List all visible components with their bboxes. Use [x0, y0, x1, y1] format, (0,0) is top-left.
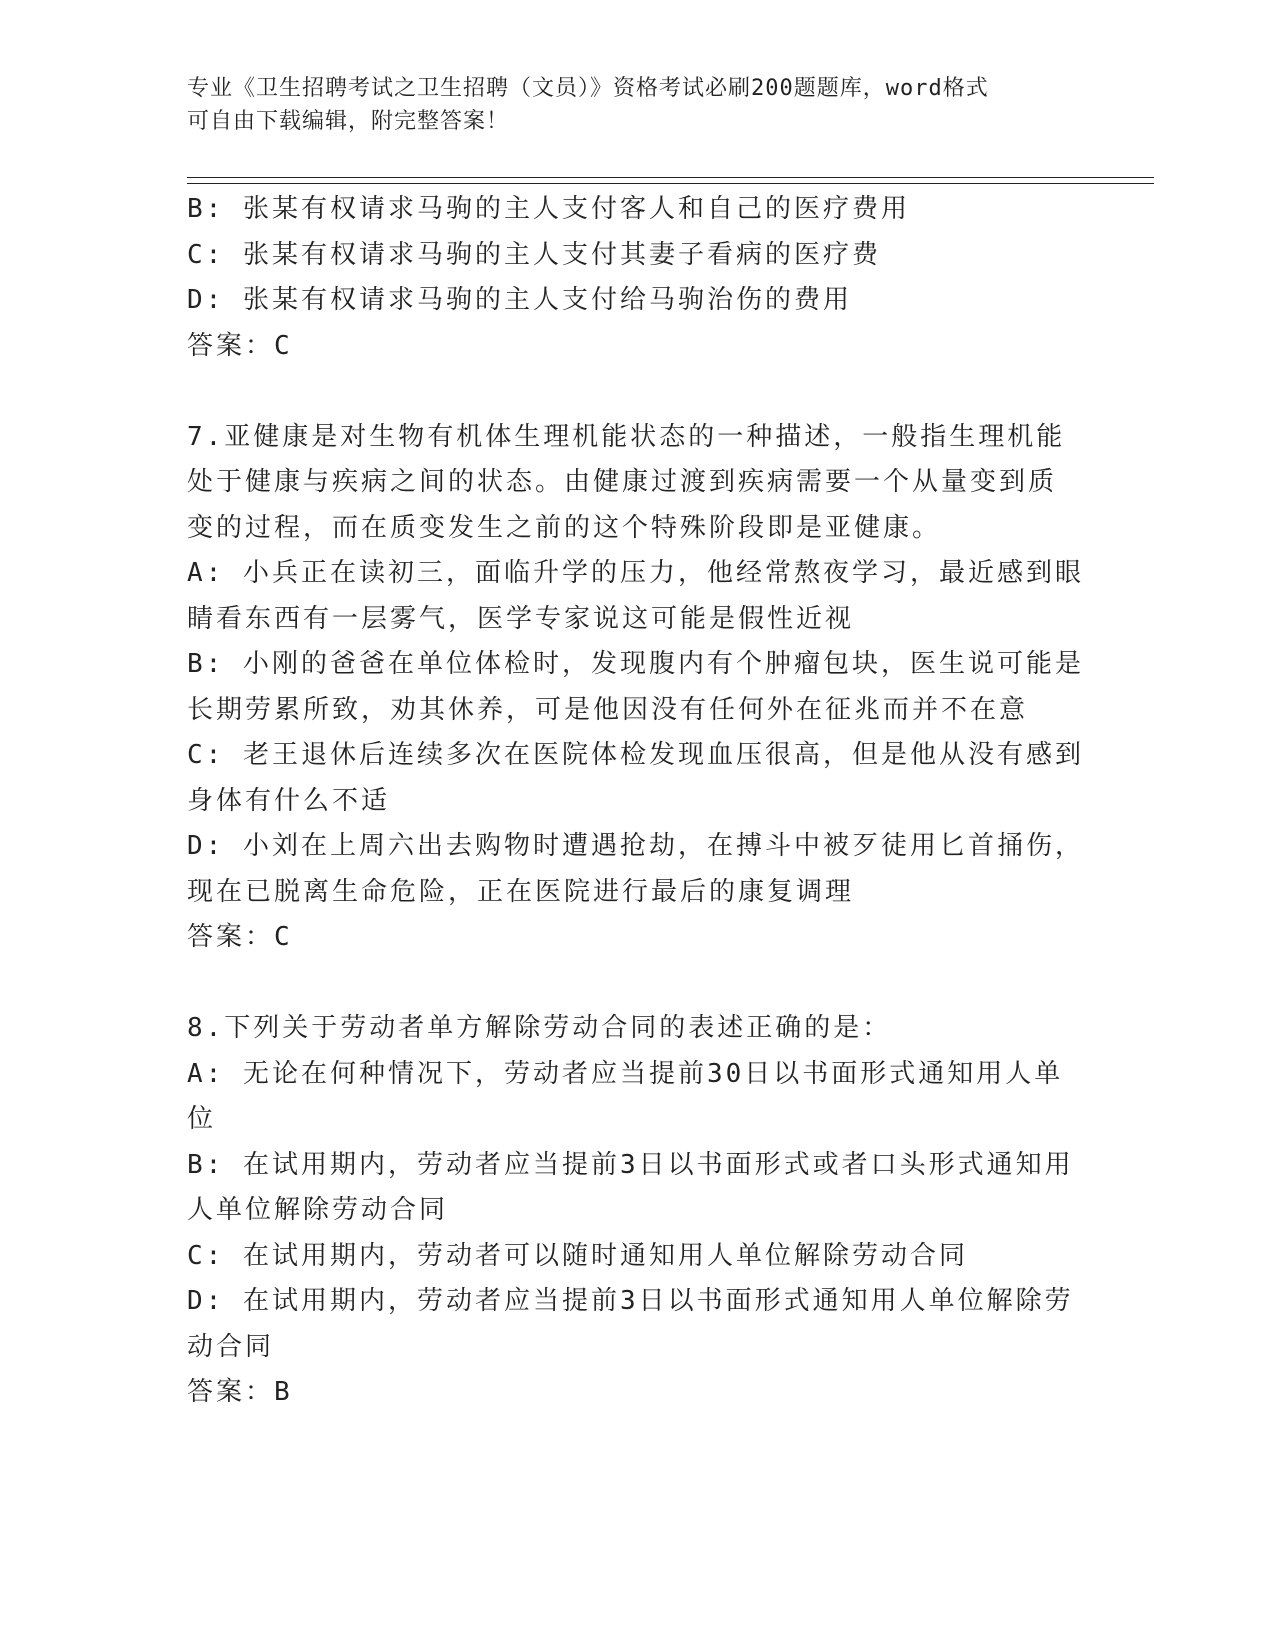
header-line-1: 专业《卫生招聘考试之卫生招聘（文员）》资格考试必刷200题题库，word格式	[187, 76, 989, 101]
option-c: C: 在试用期内，劳动者可以随时通知用人单位解除劳动合同	[187, 1240, 968, 1271]
question-6-tail	[187, 187, 1087, 369]
option-b: B: 在试用期内，劳动者应当提前3日以书面形式或者口头形式通知用	[187, 1149, 1074, 1180]
question-stem-line: 变的过程，而在质变发生之前的这个特殊阶段即是亚健康。	[187, 512, 942, 543]
option-c-cont: 身体有什么不适	[187, 785, 391, 816]
document-header	[187, 72, 1087, 138]
option-c: C: 老王退休后连续多次在医院体检发现血压很高，但是他从没有感到	[187, 740, 1084, 770]
option-c: C: 张某有权请求马驹的主人支付其妻子看病的医疗费	[187, 239, 881, 270]
option-b-cont: 长期劳累所致，劝其休养，可是他因没有任何外在征兆而并不在意	[187, 694, 1029, 725]
option-a: A: 小兵正在读初三，面临升学的压力，他经常熬夜学习，最近感到眼	[187, 558, 1084, 588]
option-b: B: 张某有权请求马驹的主人支付客人和自己的医疗费用	[187, 194, 910, 224]
option-a-cont: 睛看东西有一层雾气，医学专家说这可能是假性近视	[187, 603, 855, 634]
header-rule-thin	[187, 177, 1154, 178]
header-rule-thick	[187, 183, 1154, 184]
option-d: D: 在试用期内，劳动者应当提前3日以书面形式通知用人单位解除劳	[187, 1286, 1074, 1316]
question-8	[187, 1006, 1087, 1416]
answer: 答案：B	[187, 1377, 293, 1407]
question-7	[187, 415, 1087, 961]
option-d: D: 张某有权请求马驹的主人支付给马驹治伤的费用	[187, 285, 852, 315]
spacer	[187, 369, 1087, 415]
option-d-cont: 现在已脱离生命危险，正在医院进行最后的康复调理	[187, 876, 855, 907]
header-line-2: 可自由下载编辑，附完整答案！	[187, 109, 510, 134]
answer: 答案：C	[187, 330, 293, 361]
option-b-cont: 人单位解除劳动合同	[187, 1195, 449, 1225]
question-stem-line: 7.亚健康是对生物有机体生理机能状态的一种描述，一般指生理机能	[187, 421, 1066, 452]
option-d: D: 小刘在上周六出去购物时遭遇抢劫，在搏斗中被歹徒用匕首捅伤，	[187, 831, 1084, 861]
question-stem-line: 处于健康与疾病之间的状态。由健康过渡到疾病需要一个从量变到质	[187, 467, 1058, 497]
answer: 答案：C	[187, 922, 293, 952]
option-b: B: 小刚的爸爸在单位体检时，发现腹内有个肿瘤包块，医生说可能是	[187, 649, 1084, 679]
option-a: A: 无论在何种情况下，劳动者应当提前30日以书面形式通知用人单	[187, 1058, 1064, 1089]
option-a-cont: 位	[187, 1104, 217, 1134]
question-stem-line: 8.下列关于劳动者单方解除劳动合同的表述正确的是：	[187, 1013, 892, 1043]
document-body	[187, 187, 1087, 1416]
option-d-cont: 动合同	[187, 1331, 275, 1362]
spacer	[187, 961, 1087, 1007]
